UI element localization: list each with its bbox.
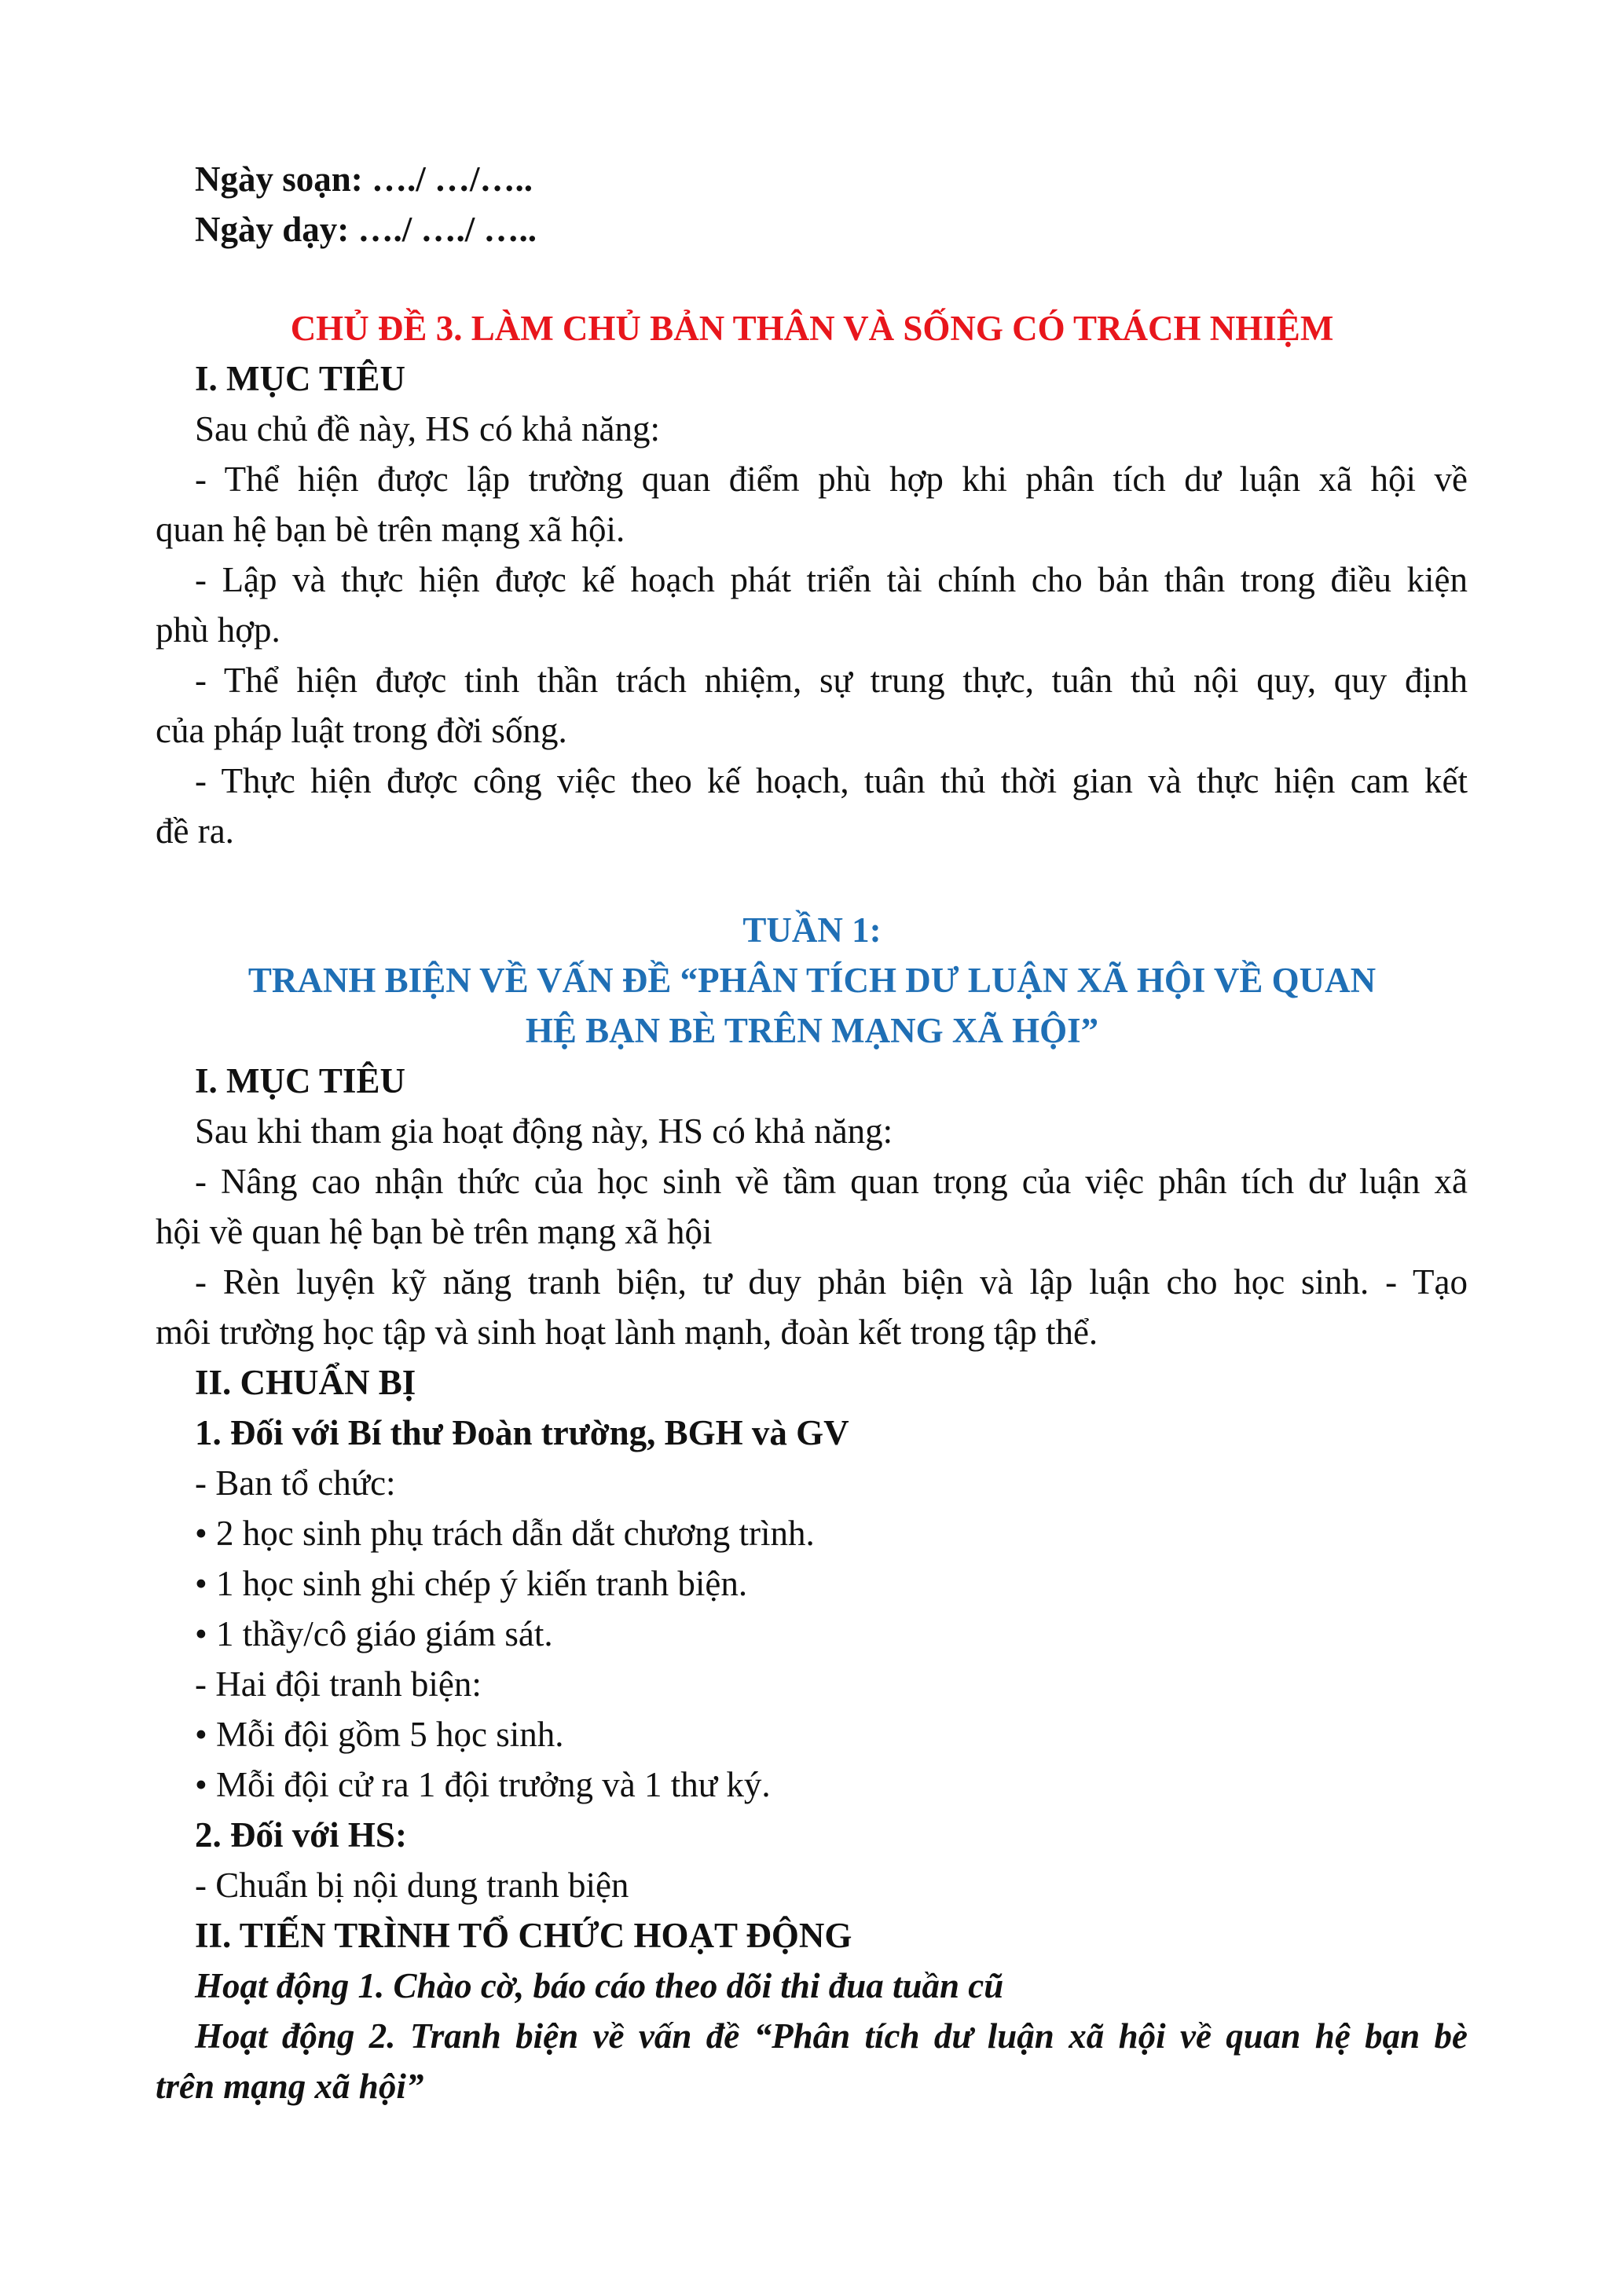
tien-trinh-heading: II. TIẾN TRÌNH TỔ CHỨC HOẠT ĐỘNG (195, 1916, 852, 1955)
tuan-goal-line: - Rèn luyện kỹ năng tranh biện, tư duy phản biện và lập luận cho học sinh. - Tạo (195, 1262, 1468, 1302)
chu-de-intro: Sau chủ đề này, HS có khả năng: (195, 409, 660, 449)
tuan-goal-line: môi trường học tập và sinh hoạt lành mạnh, đoàn kết trong tập thể. (156, 1313, 1098, 1352)
prep-line: - Hai đội tranh biện: (195, 1664, 482, 1704)
goal-line: của pháp luật trong đời sống. (156, 711, 567, 750)
goal-line: - Thể hiện được lập trường quan điểm phù hợp khi phân tích dư luận xã hội về (195, 460, 1468, 499)
hs-prep-line: - Chuẩn bị nội dung tranh biện (195, 1866, 629, 1905)
tuan-muc-tieu-heading: I. MỤC TIÊU (195, 1061, 405, 1100)
doi-voi-gv-heading: 1. Đối với Bí thư Đoàn trường, BGH và GV (195, 1413, 849, 1452)
goal-line: quan hệ bạn bè trên mạng xã hội. (156, 510, 625, 549)
goal-line: - Thể hiện được tinh thần trách nhiệm, sự trung thực, tuân thủ nội quy, quy định (195, 661, 1468, 700)
prep-line: • 2 học sinh phụ trách dẫn dắt chương trình. (195, 1514, 815, 1553)
doi-voi-hs-heading: 2. Đối với HS: (195, 1815, 407, 1855)
prep-line: • Mỗi đội cử ra 1 đội trưởng và 1 thư ký. (195, 1765, 771, 1804)
hoat-dong-2-line-1: Hoạt động 2. Tranh biện về vấn đề “Phân tích dư luận xã hội về quan hệ bạn bè (195, 2016, 1468, 2056)
tuan-goal-line: hội về quan hệ bạn bè trên mạng xã hội (156, 1212, 713, 1251)
chuan-bi-heading: II. CHUẨN BỊ (195, 1363, 416, 1402)
tuan-intro: Sau khi tham gia hoạt động này, HS có khả năng: (195, 1111, 893, 1151)
prep-line: • Mỗi đội gồm 5 học sinh. (195, 1715, 564, 1754)
hoat-dong-1: Hoạt động 1. Chào cờ, báo cáo theo dõi thi đua tuần cũ (195, 1966, 1004, 2005)
tuan-title-line-1: TRANH BIỆN VỀ VẤN ĐỀ “PHÂN TÍCH DƯ LUẬN XÃ HỘI VỀ QUAN (247, 961, 1377, 1000)
prep-line: - Ban tổ chức: (195, 1463, 396, 1503)
tuan-label: TUẦN 1: (742, 910, 882, 950)
muc-tieu-heading: I. MỤC TIÊU (195, 359, 405, 398)
goal-line: - Thực hiện được công việc theo kế hoạch, tuân thủ thời gian và thực hiện cam kết (195, 761, 1468, 800)
chu-de-title: CHỦ ĐỀ 3. LÀM CHỦ BẢN THÂN VÀ SỐNG CÓ TRÁCH NHIỆM (290, 309, 1334, 348)
ngay-day: Ngày dạy: …./ …./ ….. (195, 210, 537, 249)
ngay-soan: Ngày soạn: …./ …/….. (195, 159, 533, 199)
goal-line: - Lập và thực hiện được kế hoạch phát triển tài chính cho bản thân trong điều kiện (195, 560, 1468, 599)
goal-line: phù hợp. (156, 610, 280, 650)
tuan-title-line-2: HỆ BẠN BÈ TRÊN MẠNG XÃ HỘI” (525, 1011, 1099, 1050)
goal-line: đề ra. (156, 811, 234, 851)
prep-line: • 1 học sinh ghi chép ý kiến tranh biện. (195, 1564, 748, 1603)
tuan-goal-line: - Nâng cao nhận thức của học sinh về tầm quan trọng của việc phân tích dư luận xã (195, 1162, 1468, 1201)
hoat-dong-2-line-2: trên mạng xã hội” (156, 2067, 424, 2106)
prep-line: • 1 thầy/cô giáo giám sát. (195, 1614, 553, 1653)
